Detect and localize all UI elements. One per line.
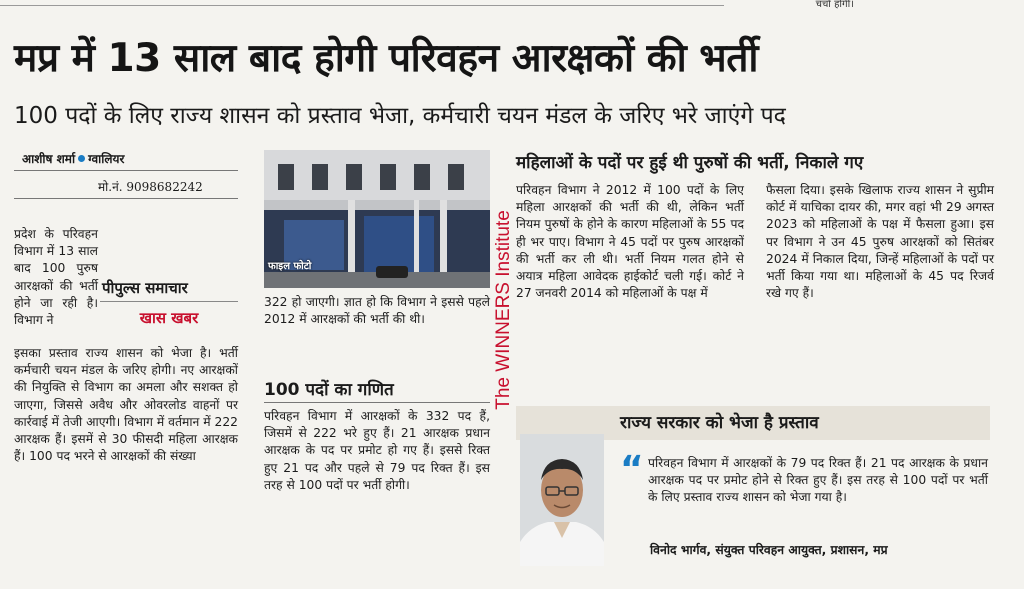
- section-2-title: महिलाओं के पदों पर हुई थी पुरुषों की भर्ती, निकाले गए: [516, 153, 864, 173]
- article-column-2: 322 हो जाएगी। ज्ञात हो कि विभाग ने इससे पहले 2012 में आरक्षकों की भर्ती की थी।: [264, 295, 490, 327]
- paragraph: प्रदेश के परिवहन विभाग में 13 साल बाद 100 पुरुष आरक्षकों की भर्ती होने जा रही है। विभाग ने: [14, 227, 98, 328]
- article-column-3: परिवहन विभाग ने 2012 में 100 पदों के लिए महिला आरक्षकों की भर्ती की थी, लेकिन भर्ती नियम पुरुषों के होने के कारण महिलाओं के 55 पद ही भर पाए। विभाग ने 45 पदों पर पुरुष आरक्षकों की भर्ती कर ली थी। भर्ती नियम गलत होने से अयात्र महिला आवेदक हाईकोर्ट चली गई। कोर्ट ने 27 जनवरी 2014 को महिलाओं के पक्ष में: [516, 183, 744, 301]
- divider: [0, 5, 724, 6]
- subsection-title: 100 पदों का गणित: [264, 380, 394, 400]
- author-name: आशीष शर्मा: [22, 152, 76, 166]
- watermark-text: The WINNERS Institute: [493, 210, 514, 410]
- photo-caption: फाइल फोटो: [268, 261, 312, 272]
- top-rule: [0, 0, 1024, 10]
- watermark: [492, 160, 516, 460]
- quote-icon: “: [620, 449, 644, 490]
- divider: [14, 170, 238, 171]
- prev-article-snippet: चर्चा होगी।: [815, 0, 854, 10]
- brand-box: [100, 276, 238, 338]
- divider: [14, 198, 238, 199]
- newspaper-logo: पीपुल्स समाचार: [100, 276, 238, 302]
- author-mobile: मो.नं. 9098682242: [98, 180, 203, 194]
- official-portrait: [520, 434, 604, 566]
- headline: मप्र में 13 साल बाद होगी परिवहन आरक्षकों की भर्ती: [14, 36, 759, 81]
- paragraph: इसका प्रस्ताव राज्य शासन को भेजा है। भर्ती कर्मचारी चयन मंडल के जरिए होगी। नए आरक्षकों की नियुक्ति से विभाग का अमला और सशक्त हो जाएगा, जिससे अवैध और ओवरलोड वाहनों पर कार्रवाई में तेजी आएगी। विभाग में वर्तमान में 222 आरक्षक हैं। इसमें से 30 फीसदी महिला आरक्षक हैं। 100 पद भरने से आरक्षकों की संख्या: [14, 346, 238, 464]
- article-column-1-cont: [14, 345, 238, 465]
- math-text: परिवहन विभाग में आरक्षकों के 332 पद हैं, जिसमें से 222 भरे हुए हैं। 21 आरक्षक प्रधान आरक्षक के पद पर प्रमोट हो गए हैं। इससे रिक्त हुए 21 पद और पहले से 79 पद रिक्त हैं। इस तरह से 100 पदों पर भर्ती होगी।: [264, 409, 490, 492]
- bullet-icon: [78, 155, 85, 162]
- official-quote: परिवहन विभाग में आरक्षकों के 79 पद रिक्त हैं। 21 पद आरक्षक के प्रधान आरक्षक पद पर प्रमोट होने से रिक्त हुए हैं। इस तरह से 100 पदों पर भर्ती के लिए प्रस्ताव राज्य शासन को भेजा गया है।: [648, 456, 988, 505]
- quote-credit: विनोद भार्गव, संयुक्त परिवहन आयुक्त, प्रशासन, मप्र: [650, 543, 888, 557]
- article-column-4: फैसला दिया। इसके खिलाफ राज्य शासन ने सुप्रीम कोर्ट में याचिका दायर की, मगर वहां भी 29 अगस्त 2023 को महिलाओं के पक्ष में फैसला हुआ। इस पर विभाग ने उन 45 पुरुष आरक्षकों को सितंबर 2024 में निकाल दिया, जिन्हें महिलाओं के पदों पर भर्ती किया गया था। महिलाओं के 45 पद रिजर्व रखे गए हैं।: [766, 183, 994, 301]
- divider: [264, 402, 490, 403]
- byline: [22, 150, 237, 167]
- subheadline: 100 पदों के लिए राज्य शासन को प्रस्ताव भेजा, कर्मचारी चयन मंडल के जरिए भरे जाएंगे पद: [14, 103, 786, 129]
- dateline-city: ग्वालियर: [88, 152, 125, 166]
- portrait-illustration: [520, 434, 604, 566]
- box-title: राज्य सरकार को भेजा है प्रस्ताव: [620, 413, 819, 433]
- section-tag: खास खबर: [139, 309, 199, 327]
